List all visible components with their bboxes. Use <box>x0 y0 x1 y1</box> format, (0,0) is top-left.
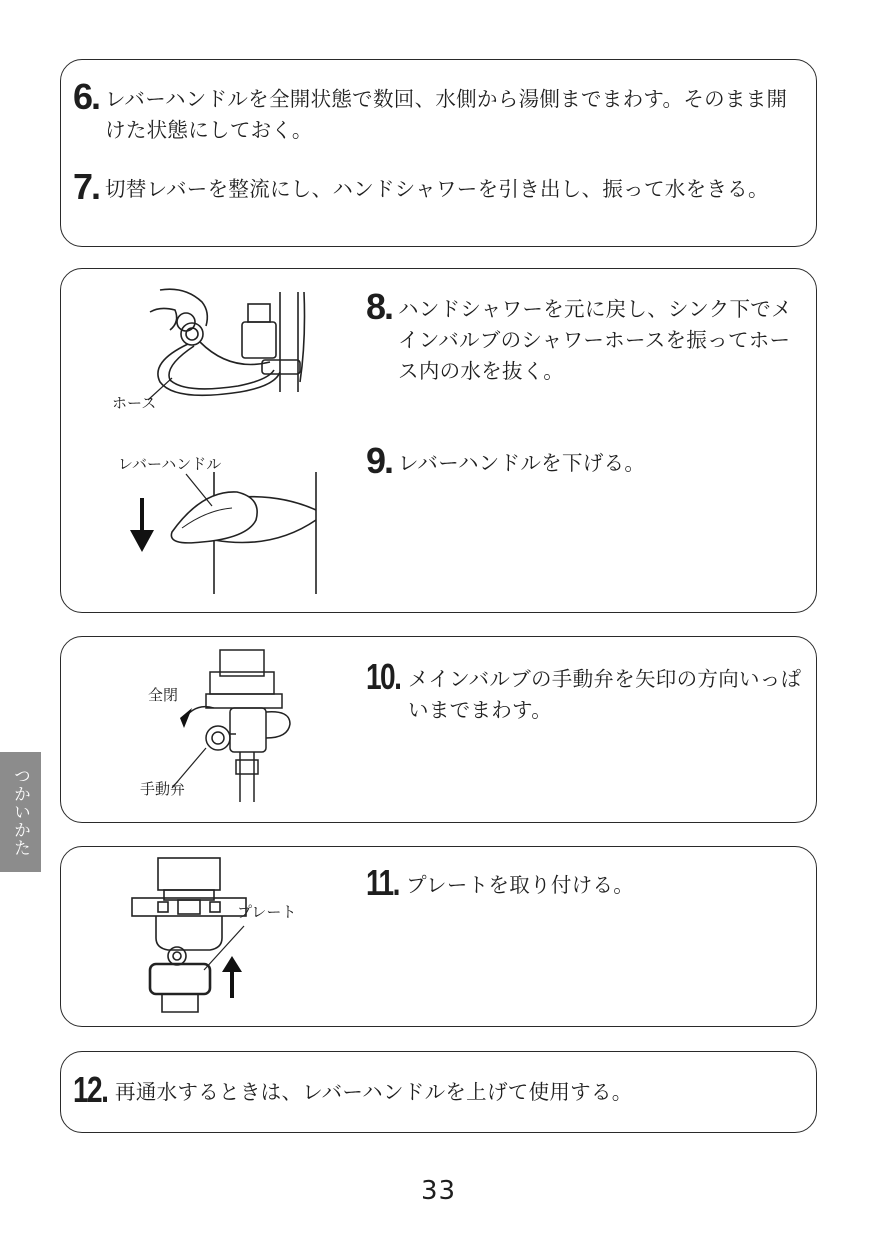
manual-valve-illustration <box>170 642 310 812</box>
step-9-text: レバーハンドルを下げる。 <box>398 451 646 475</box>
step-9-number: 9. <box>366 440 393 481</box>
page-number: 33 <box>420 1176 457 1206</box>
step-6 <box>73 76 808 146</box>
step-8-text: ハンドシャワーを元に戻し、シンク下でメインバルブのシャワーホースを振ってホース内の水を抜く。 <box>398 297 792 383</box>
step-11-text: プレートを取り付ける。 <box>406 873 635 897</box>
step-7-text: 切替レバーを整流にし、ハンドシャワーを引き出し、振って水をきる。 <box>105 177 769 201</box>
step-10-number: 10. <box>366 656 401 697</box>
step-11-number: 11. <box>366 862 399 903</box>
step-6-text: レバーハンドルを全開状態で数回、水側から湯側までまわす。そのまま開けた状態にしておく。 <box>105 87 788 142</box>
step-12 <box>73 1069 808 1110</box>
step-6-number: 6. <box>73 76 100 117</box>
step-12-number: 12. <box>73 1069 108 1110</box>
step-10-text: メインバルブの手動弁を矢印の方向いっぱいまでまわす。 <box>408 667 802 722</box>
section-side-tab: つかいかた <box>0 752 41 872</box>
step-8-number: 8. <box>366 286 393 327</box>
plate-label: プレート <box>237 903 297 921</box>
step-11 <box>366 862 806 903</box>
step-8 <box>366 286 806 387</box>
hose-illustration <box>130 282 330 412</box>
step-7 <box>73 166 808 207</box>
step-9 <box>366 440 806 481</box>
fully-closed-label: 全閉 <box>148 686 179 704</box>
hose-label: ホース <box>112 394 157 412</box>
plate-illustration <box>122 852 272 1022</box>
lever-handle-illustration <box>122 470 332 600</box>
step-7-number: 7. <box>73 166 100 207</box>
manual-valve-label: 手動弁 <box>140 780 186 798</box>
step-12-text: 再通水するときは、レバーハンドルを上げて使用する。 <box>115 1080 633 1104</box>
step-10 <box>366 656 806 726</box>
lever-handle-label: レバーハンドル <box>118 455 222 473</box>
